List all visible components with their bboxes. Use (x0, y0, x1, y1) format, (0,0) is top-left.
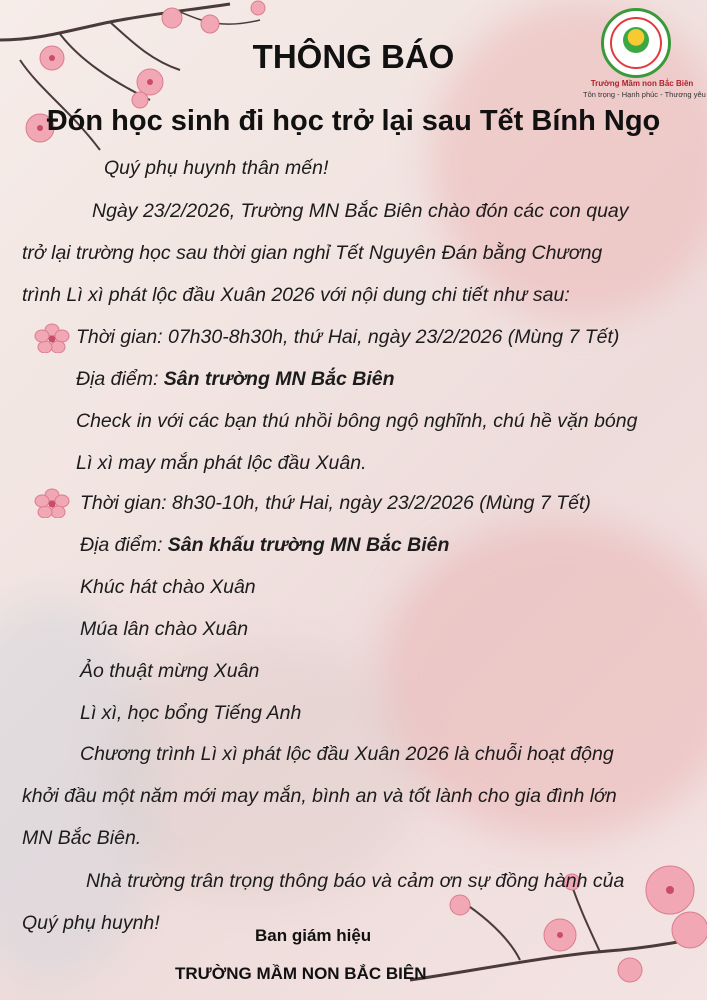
session1-place (76, 368, 395, 391)
intro-line: trình Lì xì phát lộc đầu Xuân 2026 với nội dung chi tiết như sau: (22, 284, 570, 306)
session2-item: Lì xì, học bổng Tiếng Anh (80, 702, 302, 724)
cherry-blossom-bullet-icon (34, 488, 70, 518)
summary-line: Chương trình Lì xì phát lộc đầu Xuân 2026 là chuỗi hoạt động (80, 743, 614, 765)
closing-line: Nhà trường trân trọng thông báo và cảm ơn sự đồng hành của (86, 870, 625, 892)
session2-time: Thời gian: 8h30-10h, thứ Hai, ngày 23/2/2026 (Mùng 7 Tết) (80, 492, 591, 514)
intro-line: Ngày 23/2/2026, Trường MN Bắc Biên chào đón các con quay (92, 200, 629, 222)
greeting: Quý phụ huynh thân mến! (104, 157, 329, 179)
signature-school: TRƯỜNG MẦM NON BẮC BIÊN (175, 964, 427, 983)
session2-place-value: Sân khấu trường MN Bắc Biên (167, 534, 450, 556)
cherry-blossom-bullet-icon (34, 323, 70, 353)
logo-motto: Tôn trọng - Hạnh phúc - Thương yêu (583, 90, 706, 99)
session1-time: Thời gian: 07h30-8h30h, thứ Hai, ngày 23/2/2026 (Mùng 7 Tết) (76, 326, 620, 348)
session1-item: Check in với các bạn thú nhồi bông ngộ nghĩnh, chú hề vặn bóng (76, 410, 638, 432)
cherry-blossom-branch-top-left (0, 0, 300, 170)
notice-subtitle: Đón học sinh đi học trở lại sau Tết Bính Ngọ (46, 105, 661, 137)
session2-item: Khúc hát chào Xuân (80, 576, 256, 598)
notice-title: THÔNG BÁO (252, 38, 455, 75)
intro-line: trở lại trường học sau thời gian nghỉ Tết Nguyên Đán bằng Chương (22, 242, 603, 264)
session2-place (80, 534, 449, 557)
summary-line: khởi đầu một năm mới may mắn, bình an và tốt lành cho gia đình lớn (22, 785, 617, 807)
session1-place-value: Sân trường MN Bắc Biên (163, 368, 395, 390)
session1-item: Lì xì may mắn phát lộc đầu Xuân. (76, 452, 367, 474)
closing-line: Quý phụ huynh! (22, 912, 160, 934)
logo-school-name: Trường Mầm non Bắc Biên (590, 79, 694, 88)
session1-place-label: Địa điểm: (76, 368, 164, 390)
summary-line: MN Bắc Biên. (22, 827, 142, 849)
signature-role: Ban giám hiệu (255, 926, 372, 945)
session2-item: Ảo thuật mừng Xuân (80, 660, 260, 682)
session2-place-label: Địa điểm: (80, 534, 168, 556)
session2-item: Múa lân chào Xuân (80, 618, 249, 640)
